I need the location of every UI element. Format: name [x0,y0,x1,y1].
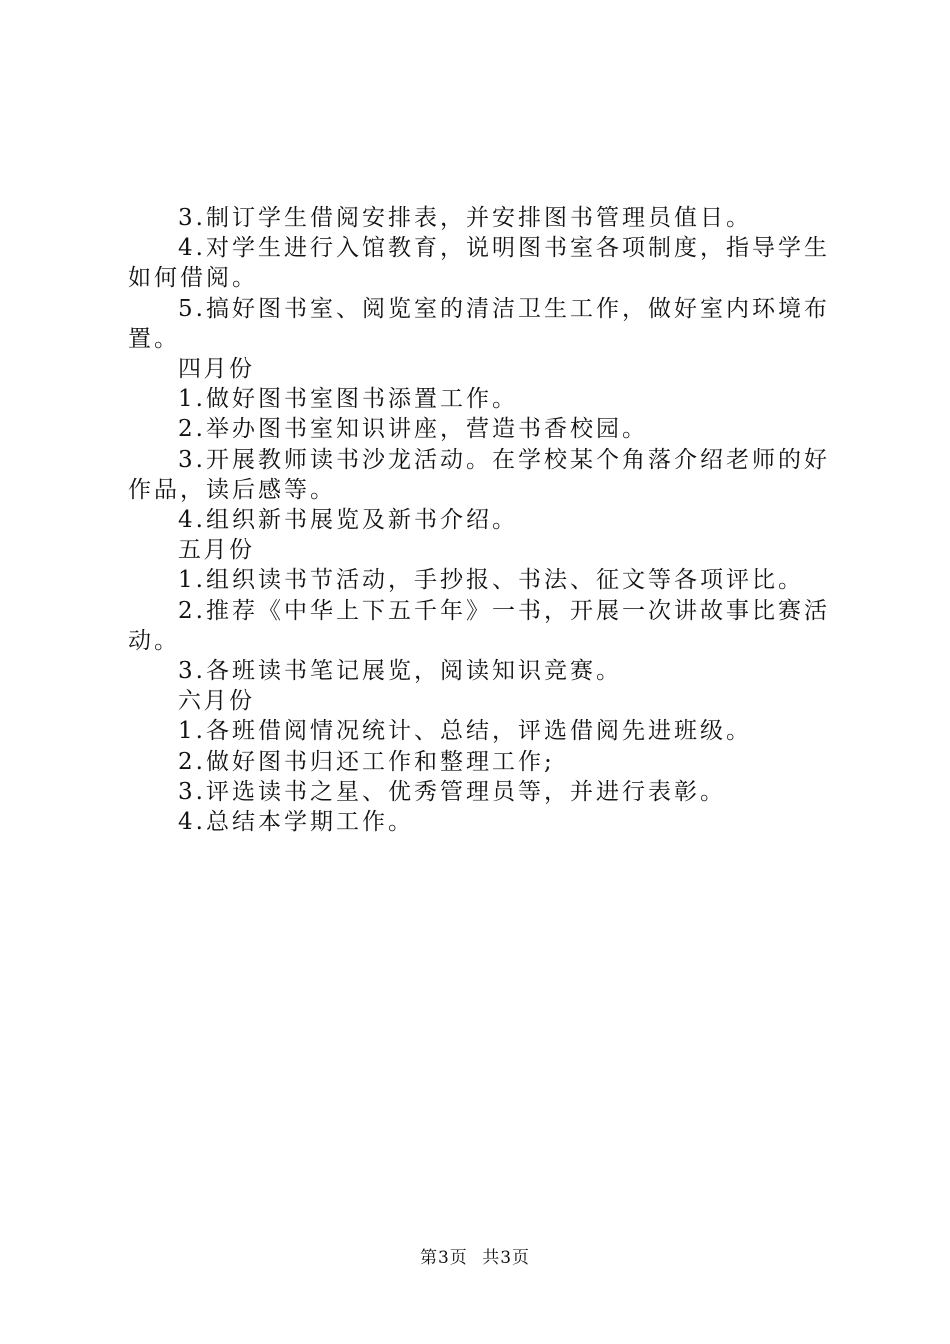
paragraph-april-4: 4.组织新书展览及新书介绍。 [178,507,518,534]
paragraph-item-5: 5.搞好图书室、阅览室的清洁卫生工作，做好室内环境布置。 [128,295,830,352]
section-heading-april: 四月份 [178,356,255,383]
paragraph-may-2: 2.推荐《中华上下五千年》一书，开展一次讲故事比赛活动。 [128,597,830,654]
paragraph-april-2: 2.举办图书室知识讲座，营造书香校园。 [178,416,648,443]
paragraph-june-3: 3.评选读书之星、优秀管理员等，并进行表彰。 [178,778,726,805]
paragraph-june-4: 4.总结本学期工作。 [178,809,414,836]
paragraph-june-1: 1.各班借阅情况统计、总结，评选借阅先进班级。 [178,718,752,745]
paragraph-april-1: 1.做好图书室图书添置工作。 [178,386,518,413]
paragraph-june-2: 2.做好图书归还工作和整理工作; [178,748,555,775]
section-heading-june: 六月份 [178,688,255,715]
paragraph-item-4: 4.对学生进行入馆教育，说明图书室各项制度，指导学生如何借阅。 [128,235,830,292]
document-body [128,203,830,837]
paragraph-item-3: 3.制订学生借阅安排表，并安排图书管理员值日。 [178,205,752,231]
paragraph-may-1: 1.组织读书节活动，手抄报、书法、征文等各项评比。 [178,567,804,594]
page-footer [0,1243,950,1268]
page-number-total: 共3页 [482,1248,531,1268]
paragraph-april-3: 3.开展教师读书沙龙活动。在学校某个角落介绍老师的好作品，读后感等。 [128,446,830,503]
section-heading-may: 五月份 [178,537,255,564]
paragraph-may-3: 3.各班读书笔记展览，阅读知识竞赛。 [178,658,622,685]
page-number-current: 第3页 [419,1248,468,1268]
